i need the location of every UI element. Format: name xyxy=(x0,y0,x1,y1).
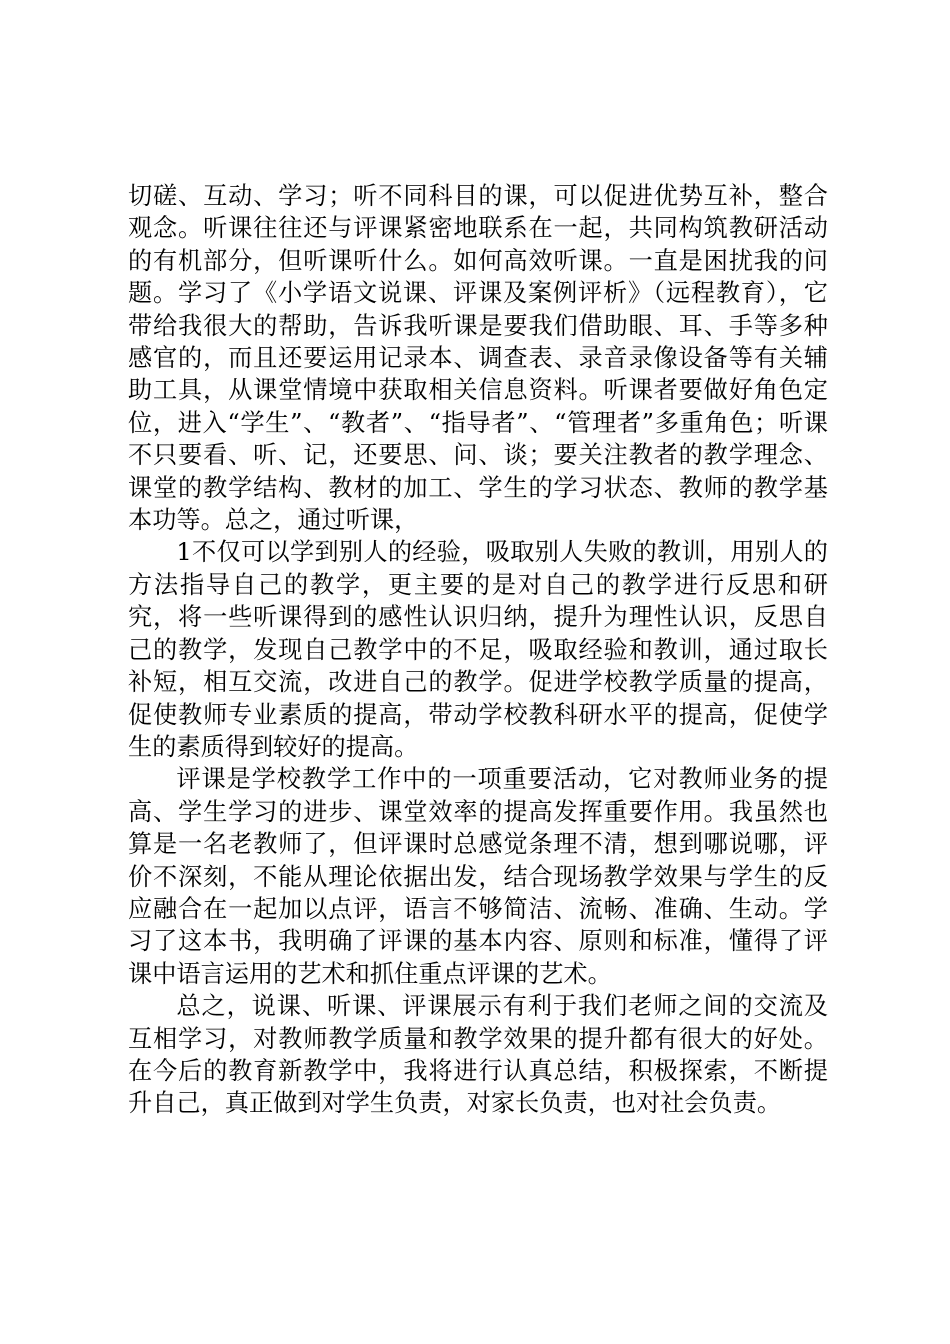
paragraph-conclusion: 总之，说课、听课、评课展示有利于我们老师之间的交流及互相学习，对教师教学质量和教学效果的提升都有很大的好处。在今后的教育新教学中，我将进行认真总结，积极探索，不断提升自己，真正做到对学生负责，对家长负责，也对社会负责。 xyxy=(128,992,828,1118)
document-body xyxy=(128,180,828,1120)
paragraph-evaluating: 评课是学校教学工作中的一项重要活动，它对教师业务的提高、学生学习的进步、课堂效率的提高发挥重要作用。我虽然也算是一名老教师了，但评课时总感觉条理不清，想到哪说哪，评价不深刻，不能从理论依据出发，结合现场教学效果与学生的反应融合在一起加以点评，语言不够简洁、流畅、准确、生动。学习了这本书，我明确了评课的基本内容、原则和标准，懂得了评课中语言运用的艺术和抓住重点评课的艺术。 xyxy=(128,765,828,988)
paragraph-listening-benefits: 1不仅可以学到别人的经验，吸取别人失败的教训，用别人的方法指导自己的教学，更主要的是对自己的教学进行反思和研究，将一些听课得到的感性认识归纳，提升为理性认识，反思自己的教学，发现自己教学中的不足，吸取经验和教训，通过取长补短，相互交流，改进自己的教学。促进学校教学质量的提高，促使教师专业素质的提高，带动学校教科研水平的提高，促使学生的素质得到较好的提高。 xyxy=(128,538,828,761)
paragraph-listening-intro: 切磋、互动、学习；听不同科目的课，可以促进优势互补，整合观念。听课往往还与评课紧密地联系在一起，共同构筑教研活动的有机部分，但听课听什么。如何高效听课。一直是困扰我的问题。学习了《小学语文说课、评课及案例评析》（远程教育），它带给我很大的帮助，告诉我听课是要我们借助眼、耳、手等多种感官的，而且还要运用记录本、调查表、录音录像设备等有关辅助工具，从课堂情境中获取相关信息资料。听课者要做好角色定位，进入“学生”、“教者”、“指导者”、“管理者”多重角色；听课不只要看、听、记，还要思、问、谈；要关注教者的教学理念、课堂的教学结构、教材的加工、学生的学习状态、教师的教学基本功等。总之，通过听课， xyxy=(128,182,828,535)
